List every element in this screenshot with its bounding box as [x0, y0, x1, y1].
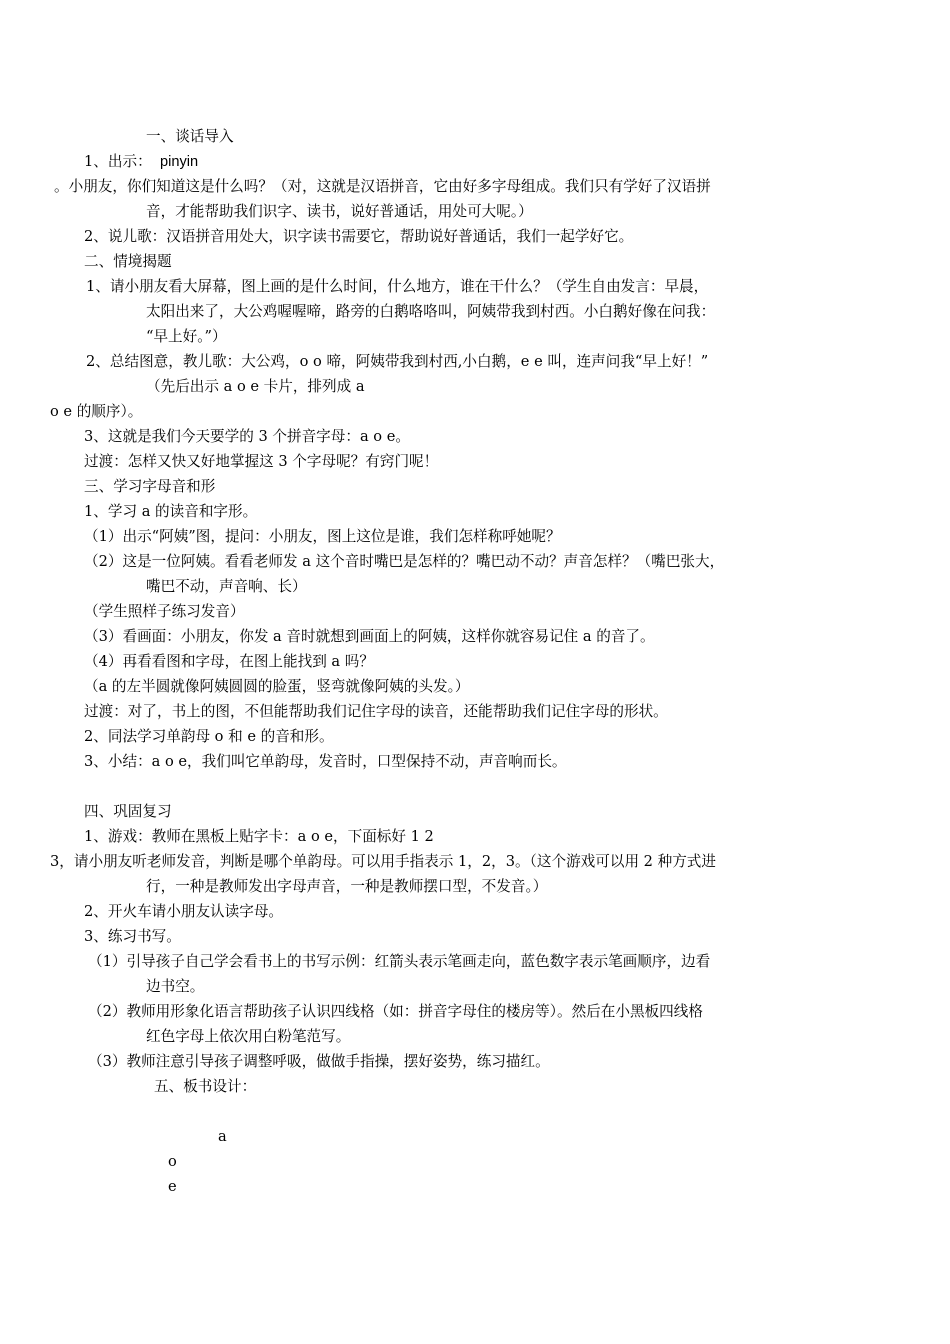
paragraph-line: （1）引导孩子自己学会看书上的书写示例：红箭头表示笔画走向，蓝色数字表示笔画顺序，边看: [88, 953, 711, 970]
paragraph-line: 过渡：对了，书上的图，不但能帮助我们记住字母的读音，还能帮助我们记住字母的形状。: [84, 703, 668, 720]
section-heading-4: 四、巩固复习: [84, 803, 172, 820]
paragraph-line: 红色字母上依次用白粉笔范写。: [146, 1028, 351, 1045]
paragraph-line: 行，一种是教师发出字母声音，一种是教师摆口型，不发音。）: [146, 878, 548, 895]
paragraph-line: 2、总结图意，教儿歌：大公鸡，o o 啼，阿姨带我到村西,小白鹅，e e 叫，连声问我“早上好！”: [86, 353, 709, 370]
paragraph-line: （3）看画面：小朋友，你发 a 音时就想到画面上的阿姨，这样你就容易记住 a 的音了。: [84, 628, 655, 645]
section-heading-2: 二、情境揭题: [84, 253, 172, 270]
board-letter-a: a: [218, 1128, 227, 1145]
paragraph-line: （学生照样子练习发音）: [84, 603, 245, 620]
paragraph-line: （2）教师用形象化语言帮助孩子认识四线格（如：拼音字母住的楼房等）。然后在小黑板四线格: [88, 1003, 703, 1020]
section-heading-1: 一、谈话导入: [146, 128, 234, 145]
board-letter-o: o: [168, 1153, 177, 1170]
board-letter-e: e: [168, 1178, 177, 1195]
paragraph-line: （1）出示“阿姨”图，提问：小朋友，图上这位是谁，我们怎样称呼她呢？: [84, 528, 561, 545]
paragraph-line: 3，请小朋友听老师发音，判断是哪个单韵母。可以用手指表示 1，2，3。（这个游戏可以用 2 种方式进: [50, 853, 716, 870]
paragraph-line: （a 的左半圆就像阿姨圆圆的脸蛋，竖弯就像阿姨的头发。）: [84, 678, 470, 695]
paragraph-line: （先后出示 a o e 卡片，排列成 a: [146, 378, 365, 395]
paragraph-line: 3、练习书写。: [84, 928, 181, 945]
paragraph-line: 3、小结：a o e，我们叫它单韵母，发音时，口型保持不动，声音响而长。: [84, 753, 567, 770]
section-heading-5: 五、板书设计：: [154, 1078, 257, 1095]
paragraph-line: （4）再看看图和字母，在图上能找到 a 吗？: [84, 653, 374, 670]
paragraph-line: 嘴巴不动，声音响、长）: [146, 578, 307, 595]
pinyin-word: pinyin: [160, 154, 199, 170]
paragraph-line: 2、同法学习单韵母 o 和 e 的音和形。: [84, 728, 334, 745]
paragraph-line: 。小朋友，你们知道这是什么吗？（对，这就是汉语拼音，它由好多字母组成。我们只有学好了汉语拼: [54, 178, 711, 195]
paragraph-line: 过渡：怎样又快又好地掌握这 3 个字母呢？有窍门呢！: [84, 453, 439, 470]
section-heading-3: 三、学习字母音和形: [84, 478, 216, 495]
paragraph-line: 1、请小朋友看大屏幕，图上画的是什么时间，什么地方，谁在干什么？（学生自由发言：早晨，: [86, 278, 709, 295]
paragraph-line: 1、出示：: [84, 153, 152, 170]
paragraph-line: （2）这是一位阿姨。看看老师发 a 这个音时嘴巴是怎样的？嘴巴动不动？声音怎样？（嘴巴张大，: [84, 553, 725, 570]
paragraph-line: “早上好。”）: [146, 328, 227, 345]
paragraph-line: 太阳出来了，大公鸡喔喔啼，路旁的白鹅咯咯叫，阿姨带我到村西。小白鹅好像在问我：: [146, 303, 716, 320]
paragraph-line: 3、这就是我们今天要学的 3 个拼音字母：a o e。: [84, 428, 410, 445]
paragraph-line: （3）教师注意引导孩子调整呼吸，做做手指操，摆好姿势，练习描红。: [88, 1053, 550, 1070]
paragraph-line: 2、开火车请小朋友认读字母。: [84, 903, 284, 920]
paragraph-line: o e 的顺序）。: [50, 403, 143, 420]
paragraph-line: 2、说儿歌：汉语拼音用处大，识字读书需要它，帮助说好普通话，我们一起学好它。: [84, 228, 634, 245]
paragraph-line: 1、游戏：教师在黑板上贴字卡：a o e，下面标好 1 2: [84, 828, 434, 845]
paragraph-line: 边书空。: [146, 978, 205, 995]
paragraph-line: 1、学习 a 的读音和字形。: [84, 503, 258, 520]
paragraph-line: 音，才能帮助我们识字、读书，说好普通话，用处可大呢。）: [146, 203, 533, 220]
